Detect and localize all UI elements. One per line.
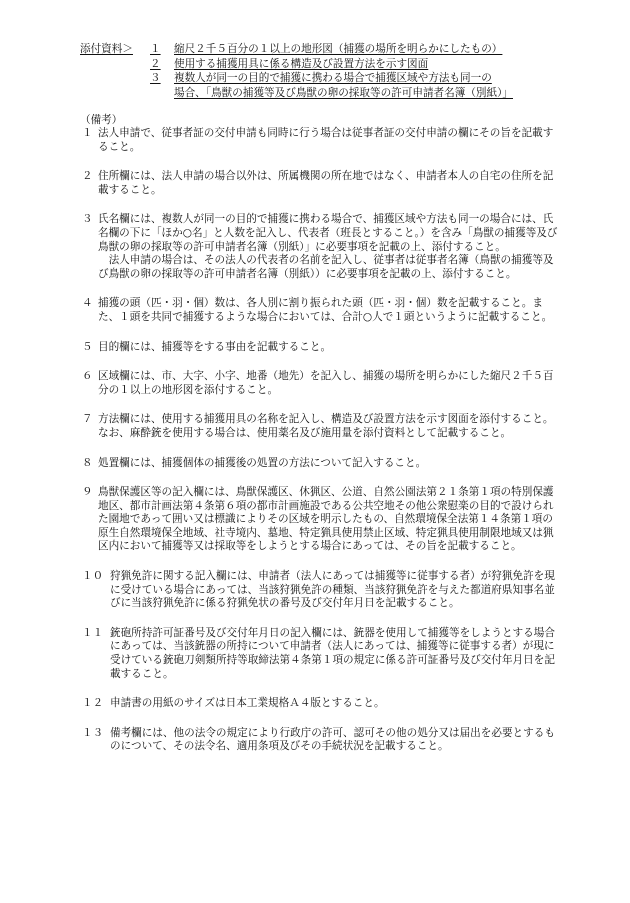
note-item <box>82 627 562 681</box>
attachment-indent <box>80 86 150 101</box>
note-item <box>82 213 562 281</box>
note-paragraph: 法人申請の場合は、その法人の代表者の名前を記入し、従事者は従事者名簿（鳥獣の捕獲等及び鳥獣の卵の採取等の許可申請者名簿（別紙））に必要事項を記載の上、添付すること。 <box>98 254 554 280</box>
attachment-indent <box>80 57 150 72</box>
note-number: ３ <box>82 213 93 226</box>
note-item <box>82 457 562 471</box>
note-paragraph: 区域欄には、市、大字、小字、地番（地先）を記入し、捕獲の場所を明らかにした縮尺２千５百分の１以上の地形図を添付すること。 <box>98 370 554 396</box>
attachment-line-1 <box>80 42 580 57</box>
attachment-line-3 <box>80 71 580 86</box>
note-paragraph: 住所欄には、法人申請の場合以外は、所属機関の所在地ではなく、申請者本人の自宅の住所を記載すること。 <box>98 170 554 196</box>
note-paragraph: 処置欄には、捕獲個体の捕獲後の処置の方法について記入すること。 <box>98 456 427 469</box>
note-number: １０ <box>82 570 104 583</box>
note-body <box>98 297 562 324</box>
attachment-line-3-continued <box>80 86 580 101</box>
note-paragraph: 目的欄には、捕獲等をする事由を記載すること。 <box>98 340 332 353</box>
note-number: ４ <box>82 297 93 310</box>
attachment-text: 使用する捕獲用具に係る構造及び設置方法を示す図面 <box>174 57 429 70</box>
note-paragraph: 狩猟免許に関する記入欄には、申請者（法人にあっては捕獲等に従事する者）が狩猟免許を現に受けている場合にあっては、当該狩猟免許の種類、当該狩猟免許を与えた都道府県知事名並びに当該狩猟免許に係る狩猟免状の番号及び交付年月日を記載すること。 <box>110 570 555 610</box>
note-item <box>82 170 562 197</box>
note-number: ７ <box>82 413 93 426</box>
attachments-heading: 添付資料＞ <box>80 43 133 55</box>
notes-list <box>82 127 562 770</box>
attachments-section <box>80 42 580 100</box>
note-item <box>82 297 562 324</box>
note-item <box>82 127 562 154</box>
note-item <box>82 727 562 754</box>
attachment-number: １ <box>150 43 161 55</box>
note-paragraph: 備考欄には、他の法令の規定により行政庁の許可、認可その他の処分又は届出を必要とするものについて、その法令名、適用条項及びその手続状況を記載すること。 <box>110 726 555 753</box>
note-body <box>98 127 562 154</box>
note-body <box>98 370 562 397</box>
note-body <box>98 341 562 355</box>
note-body <box>110 697 562 711</box>
note-item <box>82 486 562 554</box>
note-number: ９ <box>82 486 93 499</box>
note-item <box>82 413 562 440</box>
note-item <box>82 341 562 355</box>
note-body <box>98 170 562 197</box>
note-body <box>98 486 562 554</box>
notes-heading: （備考） <box>80 114 123 126</box>
note-paragraph: 氏名欄には、複数人が同一の目的で捕獲に携わる場合で、捕獲区域や方法も同一の場合には、氏名欄の下に「ほか○名」と人数を記入し、代表者（班長とすること。）を含み「鳥獣の捕獲等及び鳥獣の卵の採取等の許可申請者名簿（別紙）」に必要事項を記載の上、添付すること。 <box>98 213 558 253</box>
note-body <box>98 457 562 471</box>
note-number: ８ <box>82 456 93 469</box>
note-paragraph: 銃砲所持許可証番号及び交付年月日の記入欄には、銃器を使用して捕獲等をしようとする場合にあっては、当該銃器の所持について申請者（法人にあっては、捕獲等に従事する者）が現に受けている銃砲刀剣類所持等取締法第４条第１項の規定に係る許可証番号及び交付年月日を記載すること。 <box>110 626 555 680</box>
note-number: １２ <box>82 697 104 710</box>
note-item <box>82 697 562 711</box>
note-body <box>110 727 562 754</box>
attachment-indent <box>150 86 174 101</box>
note-number: １３ <box>82 726 104 739</box>
attachment-number: ２ <box>150 57 161 70</box>
attachment-line-2 <box>80 57 580 72</box>
attachment-text: 縮尺２千５百分の１以上の地形図（捕獲の場所を明らかにしたもの） <box>174 43 503 55</box>
attachment-text: 複数人が同一の目的で捕獲に携わる場合で捕獲区域や方法も同一の <box>174 72 492 84</box>
note-body <box>110 627 562 681</box>
note-paragraph: 捕獲の頭（匹・羽・個）数は、各人別に割り振られた頭（匹・羽・個）数を記載すること。また、１頭を共同で捕獲するような場合においては、合計○人で１頭というように記載すること。 <box>98 297 553 323</box>
note-paragraph: 申請書の用紙のサイズは日本工業規格Ａ４版とすること。 <box>110 697 385 710</box>
attachment-indent <box>80 71 150 86</box>
attachment-number: ３ <box>150 72 161 84</box>
note-paragraph: 法人申請で、従事者証の交付申請も同時に行う場合は従事者証の交付申請の欄にその旨を記載すること。 <box>98 127 554 153</box>
note-paragraph: 鳥獣保護区等の記入欄には、鳥獣保護区、休猟区、公道、自然公園法第２１条第１項の特別保護地区、都市計画法第４条第６項の都市計画施設である公共空地その他公衆慰楽の目的で設けられた園地であって囲い又は標識によりその区域を明示したもの、自然環境保全法第１４条第１項の原生自然環境保全地域、社寺境内、墓地、特定猟具使用禁止区域、特定猟具使用制限地域又は猟区内において捕獲等又は採取等をしようとする場合にあっては、その旨を記載すること。 <box>98 486 554 553</box>
attachment-text-continuation: 場合、「鳥獣の捕獲等及び鳥獣の卵の採取等の許可申請者名簿（別紙）」 <box>174 86 513 99</box>
note-number: １ <box>82 127 93 139</box>
note-number: ２ <box>82 170 93 183</box>
note-number: ５ <box>82 340 93 353</box>
note-item <box>82 370 562 397</box>
note-paragraph: 方法欄には、使用する捕獲用具の名称を記入し、構造及び設置方法を示す図面を添付すること。なお、麻酔銃を使用する場合は、使用薬名及び施用量を添付資料として記載すること。 <box>98 413 554 439</box>
note-body <box>98 213 562 281</box>
note-number: １１ <box>82 626 104 639</box>
note-number: ６ <box>82 370 93 383</box>
note-item <box>82 570 562 611</box>
note-body <box>98 413 562 440</box>
note-body <box>110 570 562 611</box>
